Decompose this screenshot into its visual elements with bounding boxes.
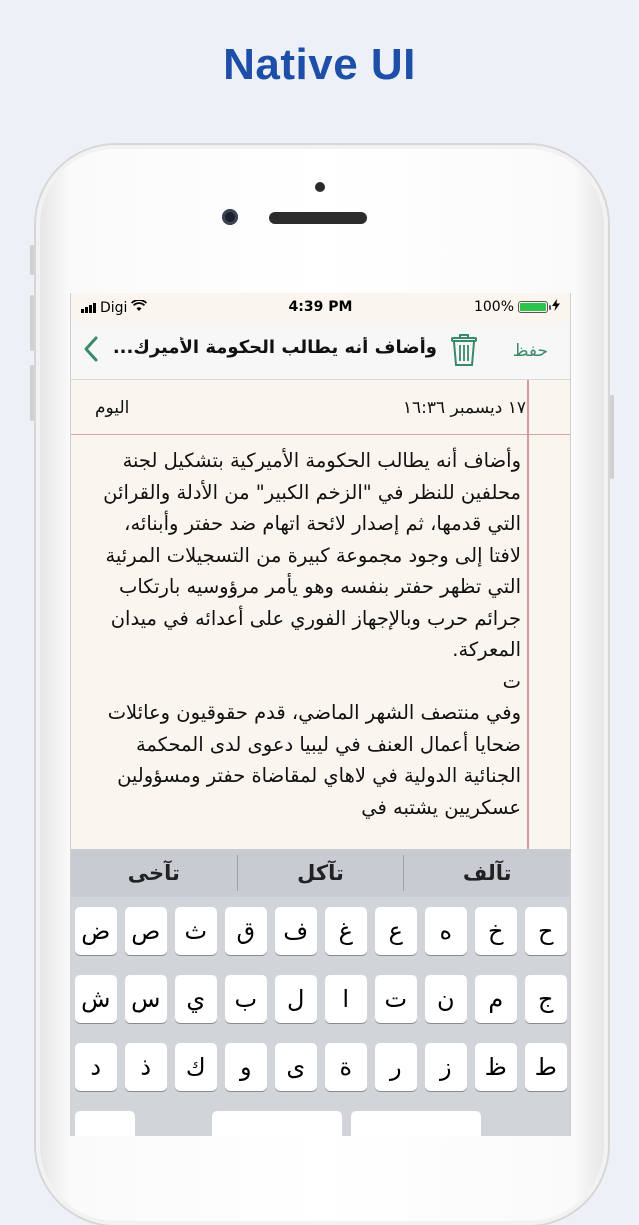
key[interactable]: ص <box>125 907 167 955</box>
back-chevron-icon[interactable] <box>83 335 99 367</box>
key[interactable]: ظ <box>475 1043 517 1091</box>
promo-title: Native UI <box>223 40 416 89</box>
note-title: وأضاف أنه يطالب الحكومة الأميرك... <box>112 337 437 358</box>
key[interactable]: ى <box>275 1043 317 1091</box>
key[interactable]: ق <box>225 907 267 955</box>
key[interactable]: ر <box>375 1043 417 1091</box>
trash-icon[interactable] <box>451 333 477 371</box>
key[interactable]: م <box>475 975 517 1023</box>
prediction-right[interactable]: تآلف <box>462 861 512 885</box>
key[interactable]: د <box>75 1043 117 1091</box>
key-row-1 <box>75 907 567 955</box>
prediction-bar <box>71 849 570 897</box>
keyboard <box>71 849 570 1136</box>
save-button[interactable]: حفظ <box>512 341 548 361</box>
status-bar <box>71 293 570 323</box>
proximity-sensor <box>315 182 325 192</box>
key[interactable]: ت <box>375 975 417 1023</box>
note-date: ١٧ ديسمبر ١٦:٣٦ <box>402 398 526 418</box>
key-row-3 <box>75 1043 567 1091</box>
key[interactable]: ط <box>525 1043 567 1091</box>
power-button <box>610 395 614 479</box>
front-camera <box>222 209 238 225</box>
key[interactable]: ي <box>175 975 217 1023</box>
date-row <box>71 380 570 435</box>
prediction-left[interactable]: تآخى <box>127 861 180 885</box>
volume-down-button <box>30 365 34 421</box>
key[interactable]: خ <box>475 907 517 955</box>
key[interactable]: ش <box>75 975 117 1023</box>
space-key[interactable] <box>212 1111 342 1136</box>
mute-switch <box>30 245 34 275</box>
earpiece-speaker <box>269 212 367 224</box>
volume-up-button <box>30 295 34 351</box>
note-relative-date: اليوم <box>95 398 130 418</box>
key-row-2 <box>75 975 567 1023</box>
key[interactable]: ف <box>275 907 317 955</box>
key[interactable]: ك <box>175 1043 217 1091</box>
shift-key[interactable] <box>75 1111 135 1136</box>
key-row-4 <box>75 1111 481 1136</box>
key[interactable]: ض <box>75 907 117 955</box>
prediction-center[interactable]: تآكل <box>297 861 344 885</box>
note-text-area[interactable]: وأضاف أنه يطالب الحكومة الأميركية بتشكيل لجنة محلفين للنظر في "الزخم الكبير" من الأدلة والقرائن التي قدمها، ثم إصدار لائحة اتهام ضد حفتر وأبنائه، لافتا إلى وجود مجموعة كبيرة من التسجيلات المرئية التي تظهر حفتر بنفسه وهو يأمر مرؤوسيه بارتكاب جرائم حرب وبالإجهاز الفوري على أعدائه في ميدان المعركة. ت وفي منتصف الشهر الماضي، قدم حقوقيون وعائلات ضحايا أعمال العنف في ليبيا دعوى لدى المحكمة الجنائية الدولية في لاهاي لمقاضاة حفتر ومسؤولين عسكريين يشتبه في <box>103 449 521 819</box>
return-key[interactable] <box>351 1111 481 1136</box>
key[interactable]: ل <box>275 975 317 1023</box>
key[interactable]: ا <box>325 975 367 1023</box>
battery-icon <box>518 301 548 313</box>
key[interactable]: ح <box>525 907 567 955</box>
key[interactable]: ب <box>225 975 267 1023</box>
battery-percent: 100% <box>473 299 514 315</box>
key[interactable]: س <box>125 975 167 1023</box>
key[interactable]: و <box>225 1043 267 1091</box>
key[interactable]: ه <box>425 907 467 955</box>
key[interactable]: ن <box>425 975 467 1023</box>
key[interactable]: ذ <box>125 1043 167 1091</box>
key[interactable]: ع <box>375 907 417 955</box>
navigation-bar <box>71 323 570 380</box>
key[interactable]: غ <box>325 907 367 955</box>
key[interactable]: ة <box>325 1043 367 1091</box>
key[interactable]: ث <box>175 907 217 955</box>
key[interactable]: ز <box>425 1043 467 1091</box>
phone-screen <box>70 293 571 1136</box>
carrier-label: Digi <box>100 300 128 316</box>
charging-icon <box>552 299 560 315</box>
key[interactable]: ج <box>525 975 567 1023</box>
status-time: 4:39 PM <box>288 299 353 315</box>
